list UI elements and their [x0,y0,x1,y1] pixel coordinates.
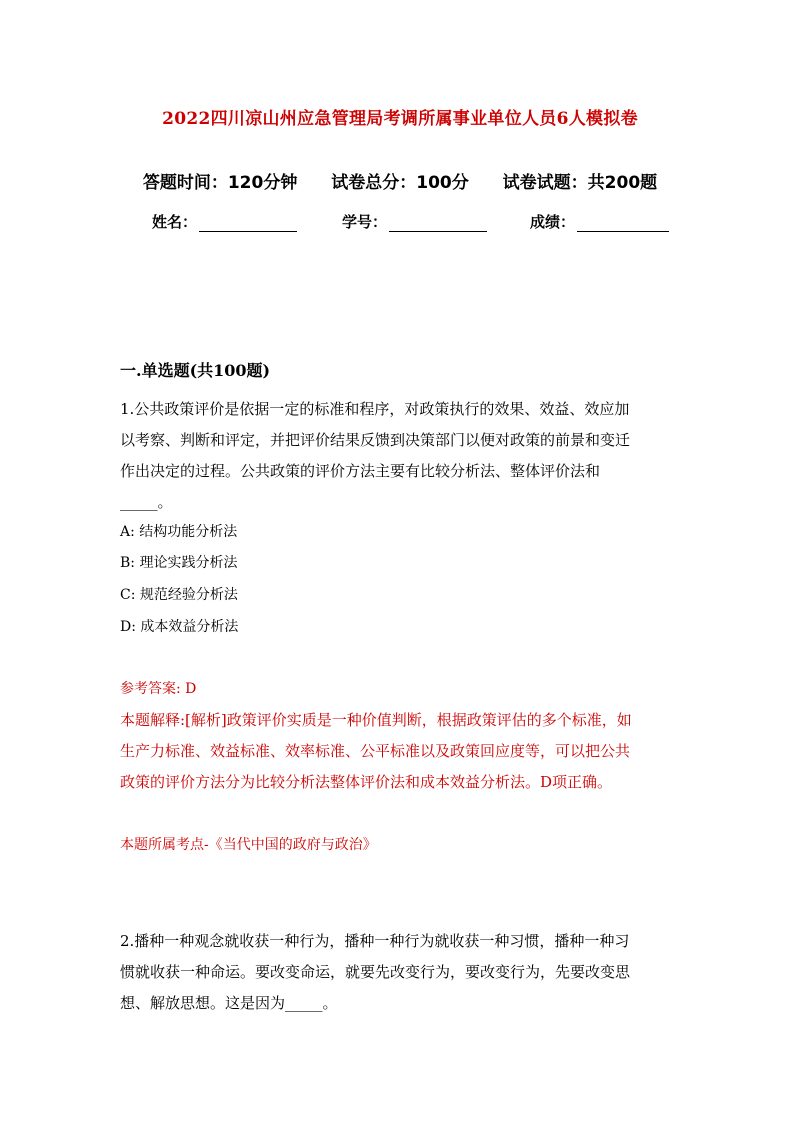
explanation-line: 政策的评价方法分为比较分析法整体评价法和成本效益分析法。D项正确。 [120,773,613,791]
exam-time: 答题时间：120分钟 [142,173,298,193]
option-b: B: 理论实践分析法 [120,555,238,571]
explanation-line: 本题解释:[解析]政策评价实质是一种价值判断，根据政策评估的多个标准，如 [120,711,632,729]
name-blank [199,216,297,232]
grade-field [530,211,669,232]
explanation-line: 生产力标准、效益标准、效率标准、公平标准以及政策回应度等，可以把公共 [120,742,631,760]
question-2-text [120,926,680,1019]
option-a: A: 结构功能分析法 [120,524,238,540]
option-d: D: 成本效益分析法 [120,619,239,635]
question-topic: 本题所属考点-《当代中国的政府与政治》 [120,837,377,853]
section-heading: 一.单选题(共100题) [120,361,271,380]
question-line: 2.播种一种观念就收获一种行为，播种一种行为就收获一种习惯，播种一种习 [120,932,630,950]
exam-total-score: 试卷总分：100分 [331,173,469,193]
student-id-blank [389,216,487,232]
exam-question-count: 试卷试题：共200题 [502,173,658,193]
question-line: 1.公共政策评价是依据一定的标准和程序，对政策执行的效果、效益、效应加 [120,400,630,418]
reference-answer: 参考答案: D [120,681,197,697]
question-line: 以考察、判断和评定，并把评价结果反馈到决策部门以便对政策的前景和变迁 [120,431,631,449]
question-line: 想、解放思想。这是因为_____。 [120,994,338,1012]
student-id-field [342,211,487,232]
student-id-label: 学号： [342,213,388,231]
question-1-text [120,394,680,518]
exam-title: 2022四川凉山州应急管理局考调所属事业单位人员6人模拟卷 [162,109,638,129]
option-c: C: 规范经验分析法 [120,587,238,603]
answer-explanation [120,705,680,798]
name-field [152,211,297,232]
question-line: 惯就收获一种命运。要改变命运，就要先改变行为，要改变行为，先要改变思 [120,963,631,981]
name-label: 姓名： [152,213,198,231]
grade-blank [577,216,669,232]
exam-meta [0,168,800,193]
question-line: 作出决定的过程。公共政策的评价方法主要有比较分析法、整体评价法和 [120,462,601,480]
grade-label: 成绩： [530,213,576,231]
question-line: _____。 [120,493,173,511]
